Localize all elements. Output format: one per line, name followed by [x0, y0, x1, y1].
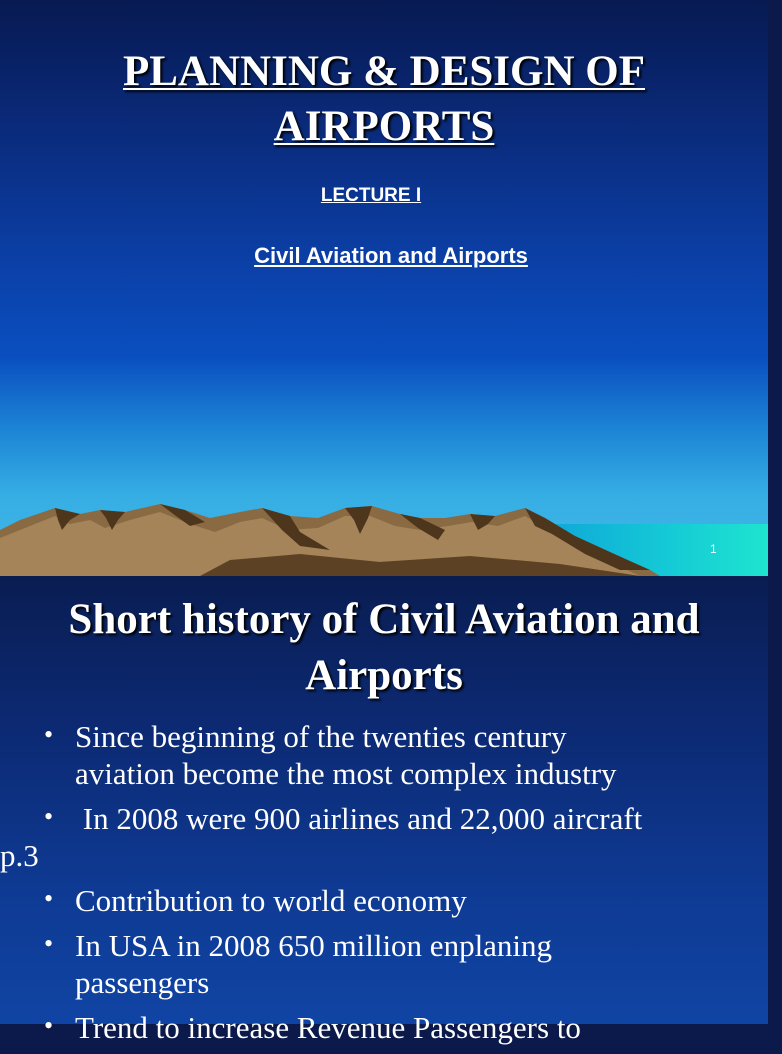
lecture-label: LECTURE I: [320, 185, 422, 206]
slide-1-subtitle: Civil Aviation and Airports: [254, 243, 528, 268]
list-item: [0, 800, 768, 874]
bullet-list: [0, 718, 768, 1054]
bullet-dot-icon: •: [44, 1011, 54, 1040]
bullet-dot-icon: •: [44, 884, 54, 913]
page-number: 1: [710, 542, 717, 556]
bullet-text-line-2: p.3: [0, 838, 39, 873]
bullet-dot-icon: •: [44, 929, 54, 958]
mountain-range-illustration: [0, 490, 768, 576]
slide-2-title: [0, 592, 768, 704]
list-item: [0, 927, 768, 1001]
slide-1-title-line-1: PLANNING & DESIGN OF: [122, 48, 645, 95]
list-item: [0, 1009, 768, 1046]
bullet-text-line-2: aviation become the most complex industry: [75, 756, 617, 791]
bullet-dot-icon: •: [44, 802, 54, 831]
bullet-dot-icon: •: [44, 720, 54, 749]
bullet-text-line-1: In USA in 2008 650 million enplaning: [75, 928, 553, 963]
slide-2: [0, 576, 768, 1045]
slide-2-title-line-1: Short history of Civil Aviation and: [68, 596, 700, 643]
bullet-text-line-1: Trend to increase Revenue Passengers to: [75, 1010, 581, 1045]
bullet-text-line-1: Contribution to world economy: [75, 883, 467, 918]
slide-1-title-line-2: AIRPORTS: [273, 103, 495, 150]
bullet-text-line-1: In 2008 were 900 airlines and 22,000 aircraft: [75, 801, 643, 836]
bullet-text-line-2: passengers: [75, 965, 210, 1000]
slide-1-title: [0, 44, 768, 154]
list-item: [0, 718, 768, 792]
list-item: [0, 882, 768, 919]
bullet-text-line-1: Since beginning of the twenties century: [75, 719, 567, 754]
slide-2-title-line-2: Airports: [305, 652, 463, 699]
